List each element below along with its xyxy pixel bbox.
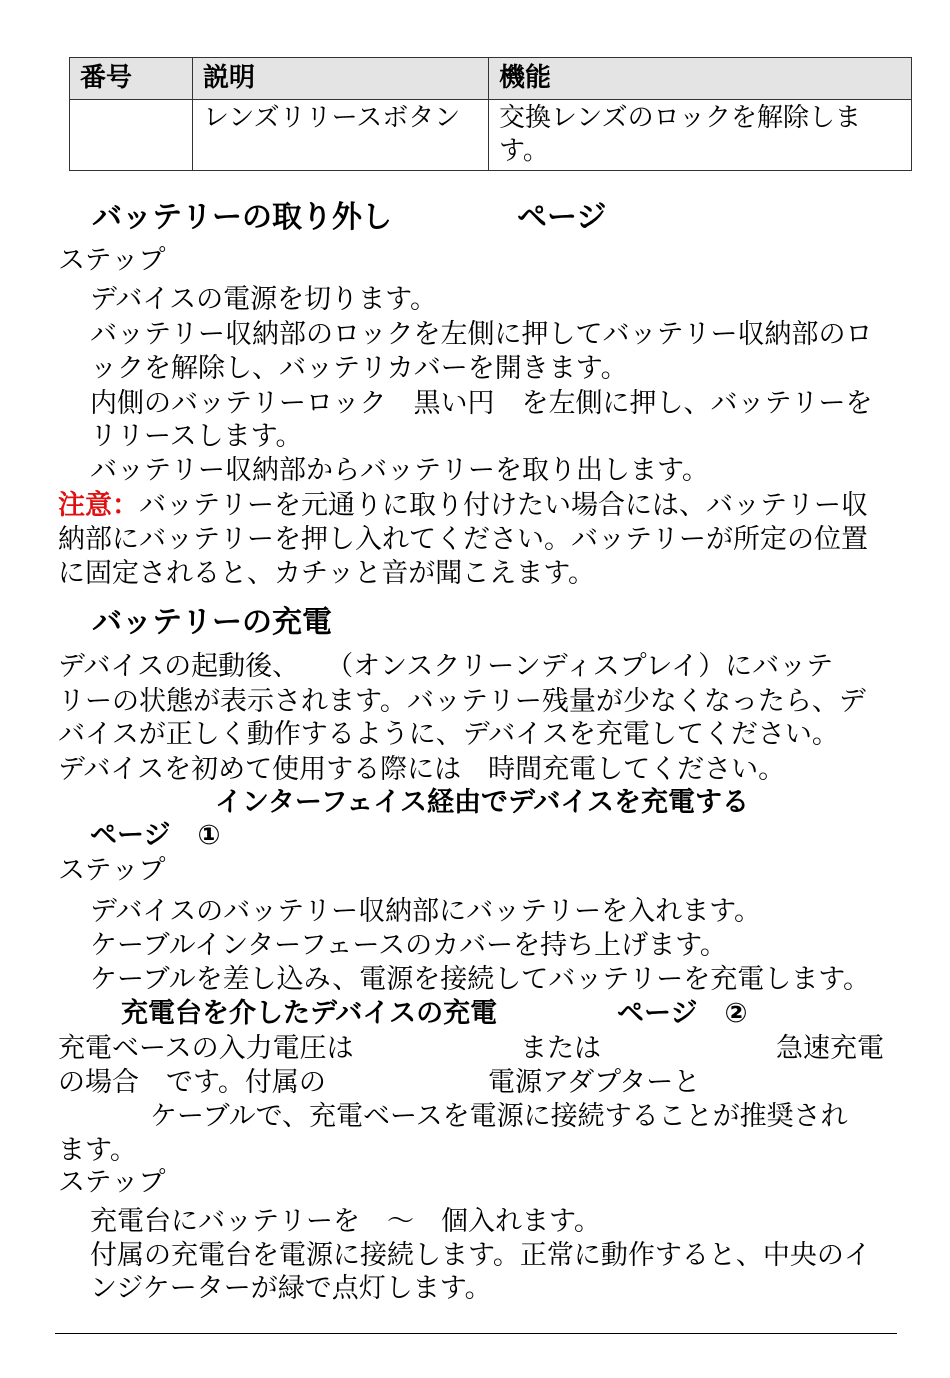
note-line: 納部にバッテリーを押し入れてください。バッテリーが所定の位置 [58,524,868,555]
intro-line: リーの状態が表示されます。バッテリー残量が少なくなったら、デ [58,686,866,717]
dock-text: 電源アダプターと [488,1067,701,1098]
dock-step: 付属の充電台を電源に接続します。正常に動作すると、中央のイ [90,1240,871,1271]
spec-table [69,57,912,171]
dock-charging-title: 充電台を介したデバイスの充電 [121,998,498,1029]
usb-step: デバイスのバッテリー収納部にバッテリーを入れます。 [90,896,761,927]
cell-function: 交換レンズのロックを解除します。 [489,100,912,171]
dock-text: の場合 です。付属の [58,1067,326,1098]
usb-step: ケーブルインターフェースのカバーを持ち上げます。 [90,930,727,961]
steps-label: ステップ [58,245,166,276]
note-label: 注意： [58,490,139,521]
removal-step: バッテリー収納部からバッテリーを取り出します。 [90,455,709,486]
usb-page-ref: ページ ① [90,820,221,851]
battery-removal-title: バッテリーの取り外し [92,200,392,235]
dock-text: 急速充電 [776,1033,884,1064]
usb-charging-title: インターフェイス経由でデバイスを充電する [215,787,750,818]
battery-removal-page-ref: ページ [517,200,607,235]
dock-page-ref: ページ ② [617,998,748,1029]
removal-step: ックを解除し、バッテリカバーを開きます。 [90,353,628,384]
dock-text: または [520,1033,601,1064]
intro-line: バイスが正しく動作するように、デバイスを充電してください。 [58,719,839,750]
dock-step: ンジケーターが緑で点灯します。 [90,1273,492,1304]
steps-label: ステップ [58,1167,166,1198]
dock-text: ます。 [58,1135,137,1166]
removal-step: 内側のバッテリーロック 黒い円 を左側に押し、バッテリーを [90,388,873,419]
intro-line: デバイスを初めて使用する際には 時間充電してください。 [58,754,786,785]
dock-text: ケーブルで、充電ベースを電源に接続することが推奨され [150,1101,848,1132]
table-header-row [70,58,912,100]
removal-step: リリースします。 [90,421,303,452]
cell-number [70,100,193,171]
charging-title: バッテリーの充電 [92,605,332,640]
dock-step: 充電台にバッテリーを ～ 個入れます。 [90,1206,601,1237]
note-line [58,489,868,523]
note-line: に固定されると、カチッと音が聞こえます。 [58,558,596,589]
dock-text: 充電ベースの入力電圧は [58,1033,354,1064]
removal-step: バッテリー収納部のロックを左側に押してバッテリー収納部のロ [90,319,873,350]
steps-label: ステップ [58,855,166,886]
usb-step: ケーブルを差し込み、電源を接続してバッテリーを充電します。 [90,964,871,995]
footer-divider [55,1333,897,1334]
cell-description: レンズリリースボタン [193,100,489,171]
header-description: 説明 [193,58,489,100]
intro-line: デバイスの起動後、 （オンスクリーンディスプレイ）にバッテ [58,651,834,682]
header-function: 機能 [489,58,912,100]
note-text: バッテリーを元通りに取り付けたい場合には、バッテリー収 [139,490,868,521]
table-row [70,100,912,171]
header-number: 番号 [70,58,193,100]
removal-step: デバイスの電源を切ります。 [90,284,437,315]
